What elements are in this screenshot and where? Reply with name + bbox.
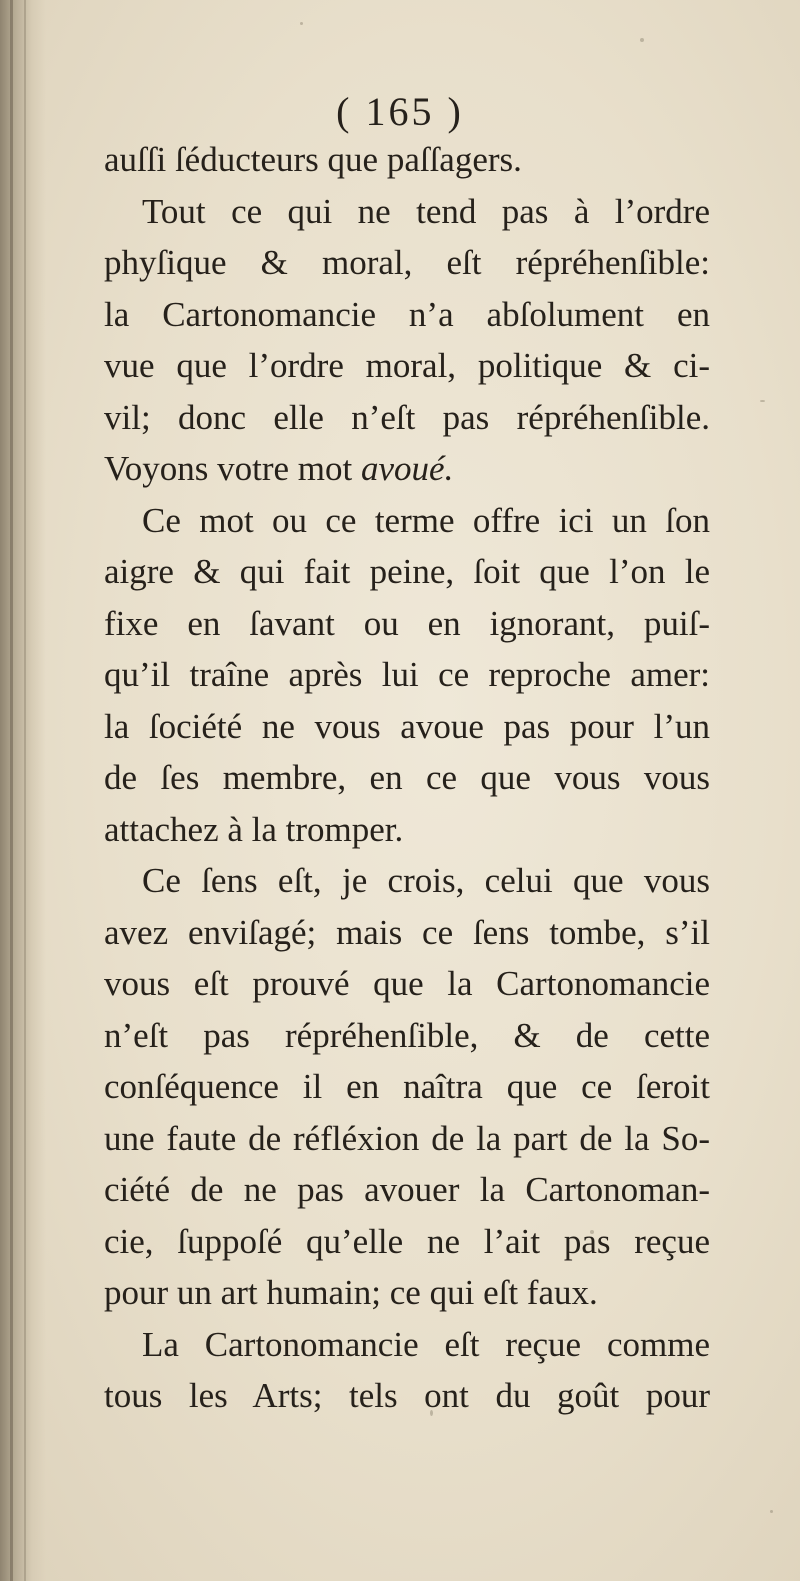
text-line-content: Ce mot ou ce terme offre ici un ſon <box>142 500 710 540</box>
text-line-content: cie, ſuppoſé qu’elle ne l’ait pas reçue <box>104 1221 710 1261</box>
text-line <box>104 495 710 547</box>
text-line-content: vous eſt prouvé que la Cartonomancie <box>104 964 710 1003</box>
paper-speck <box>640 38 644 42</box>
text-line-content: conſéquence il en naîtra que ce ſeroit <box>104 1067 710 1106</box>
text-line <box>104 1164 710 1216</box>
paper-speck <box>430 1410 433 1416</box>
text-line <box>104 1061 710 1113</box>
binding-shadow <box>0 0 46 1581</box>
text-line-content: fixe en ſavant ou en ignorant, puiſ- <box>104 603 710 643</box>
text-line <box>104 443 710 495</box>
text-line <box>104 289 710 341</box>
text-line-content: Voyons votre mot <box>104 449 353 488</box>
paper-speck <box>300 22 303 25</box>
text-line <box>104 1370 710 1422</box>
text-line <box>104 186 710 238</box>
text-line-content: la Cartonomancie n’a abſolument en <box>104 294 710 334</box>
text-line-content: phyſique & moral, eſt répréhenſible: <box>104 243 710 282</box>
text-line-content: pour un art humain; ce qui eſt faux. <box>104 1273 598 1312</box>
text-line <box>104 546 710 598</box>
text-line-content: une faute de réfléxion de la part de la So- <box>104 1118 710 1158</box>
text-line <box>104 1113 710 1165</box>
text-line <box>104 1216 710 1268</box>
text-line-content: aigre & qui fait peine, ſoit que l’on le <box>104 552 710 591</box>
paper-speck <box>760 400 765 402</box>
text-line-content: de ſes membre, en ce que vous vous <box>104 758 710 797</box>
text-line <box>104 392 710 444</box>
emphasized-word: avoué. <box>361 449 454 488</box>
text-line <box>104 958 710 1010</box>
text-line-content: avez enviſagé; mais ce ſens tombe, s’il <box>104 912 710 952</box>
text-line-content: auſſi ſéducteurs que paſſagers. <box>104 140 522 179</box>
text-line-content: ciété de ne pas avouer la Cartonoman- <box>104 1170 710 1209</box>
text-line <box>104 237 710 289</box>
text-line <box>104 701 710 753</box>
text-line <box>104 752 710 804</box>
text-line-content: n’eſt pas répréhenſible, & de cette <box>104 1015 710 1055</box>
text-line-content: La Cartonomancie eſt reçue comme <box>142 1324 710 1364</box>
text-line <box>104 340 710 392</box>
text-line <box>104 649 710 701</box>
text-line-content: qu’il traîne après lui ce reproche amer: <box>104 655 710 694</box>
text-line-content: Tout ce qui ne tend pas à l’ordre <box>142 191 710 231</box>
text-line <box>104 1010 710 1062</box>
text-line <box>104 1319 710 1371</box>
text-line-content: vil; donc elle n’eſt pas répréhenſible. <box>104 397 710 437</box>
text-line <box>104 598 710 650</box>
text-line-content: tous les Arts; tels ont du goût pour <box>104 1376 710 1415</box>
text-line-content: attachez à la tromper. <box>104 809 404 849</box>
text-line-content: Ce ſens eſt, je crois, celui que vous <box>142 861 710 900</box>
text-line <box>104 855 710 907</box>
text-line <box>104 1267 710 1319</box>
text-line <box>104 134 710 186</box>
paper-speck <box>770 1510 773 1513</box>
text-line <box>104 907 710 959</box>
binding-edge <box>10 0 13 1581</box>
text-line-content: la ſociété ne vous avoue pas pour l’un <box>104 706 710 746</box>
paper-speck <box>590 1230 594 1234</box>
text-line-content: vue que l’ordre moral, politique & ci- <box>104 346 710 385</box>
body-text <box>104 134 710 1422</box>
page-number: ( 165 ) <box>336 89 464 134</box>
text-line <box>104 804 710 856</box>
binding-edge-inner <box>24 0 26 1581</box>
